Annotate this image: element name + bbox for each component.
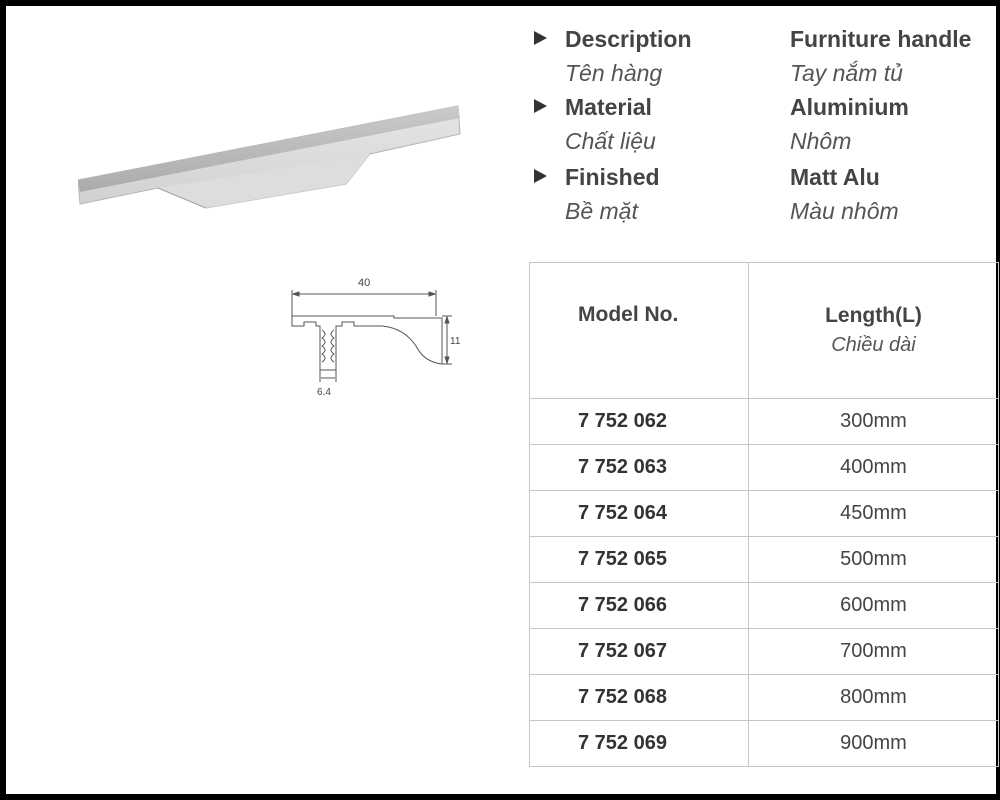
- spec-value: Matt Alu: [790, 164, 880, 190]
- length-cell: 800mm: [749, 675, 999, 721]
- length-cell: 500mm: [749, 537, 999, 583]
- spec-list: [534, 24, 994, 230]
- table-row: [530, 583, 999, 629]
- dimension-slot-label: 6.4: [317, 387, 331, 398]
- header-length-label-vi: Chiều dài: [831, 334, 916, 356]
- spec-row-finished: [534, 162, 994, 196]
- model-cell: 7 752 064: [530, 491, 749, 537]
- length-cell: 900mm: [749, 721, 999, 767]
- spec-row-description: [534, 24, 994, 58]
- spec-value-vi: Màu nhôm: [790, 198, 899, 224]
- model-cell: 7 752 067: [530, 629, 749, 675]
- header-length: [749, 263, 999, 399]
- spec-label-vi: Chất liệu: [565, 128, 656, 154]
- spec-value-vi: Tay nắm tủ: [790, 60, 903, 86]
- spec-value: Furniture handle: [790, 26, 972, 52]
- table-row: [530, 721, 999, 767]
- triangle-bullet-icon: [534, 31, 547, 45]
- dimension-height-label: 11: [450, 336, 461, 347]
- model-cell: 7 752 063: [530, 445, 749, 491]
- cross-section-drawing: [284, 270, 464, 405]
- table-header-row: [530, 263, 999, 399]
- model-cell: 7 752 069: [530, 721, 749, 767]
- spec-label: Material: [565, 94, 652, 120]
- triangle-bullet-icon: [534, 99, 547, 113]
- spec-label-vi: Tên hàng: [565, 60, 663, 86]
- model-cell: 7 752 062: [530, 399, 749, 445]
- spec-label: Finished: [565, 164, 660, 190]
- table-row: [530, 399, 999, 445]
- triangle-bullet-icon: [534, 169, 547, 183]
- dimension-width-label: 40: [358, 277, 371, 289]
- length-cell: 700mm: [749, 629, 999, 675]
- length-cell: 300mm: [749, 399, 999, 445]
- model-length-table: [529, 262, 999, 767]
- length-cell: 600mm: [749, 583, 999, 629]
- spec-value: Aluminium: [790, 94, 909, 120]
- table-row: [530, 629, 999, 675]
- model-cell: 7 752 066: [530, 583, 749, 629]
- model-cell: 7 752 068: [530, 675, 749, 721]
- handle-product-image: [78, 104, 468, 216]
- spec-label-vi: Bề mặt: [565, 198, 638, 224]
- spec-row-description-vi: [534, 58, 994, 92]
- header-model-no: Model No.: [530, 263, 749, 399]
- spec-row-material: [534, 92, 994, 126]
- table-row: [530, 537, 999, 583]
- spec-row-finished-vi: [534, 196, 994, 230]
- spec-value-vi: Nhôm: [790, 128, 852, 154]
- table-row: [530, 675, 999, 721]
- length-cell: 400mm: [749, 445, 999, 491]
- model-cell: 7 752 065: [530, 537, 749, 583]
- table-row: [530, 445, 999, 491]
- table-row: [530, 491, 999, 537]
- header-length-label: Length(L): [825, 304, 922, 327]
- length-cell: 450mm: [749, 491, 999, 537]
- spec-label: Description: [565, 26, 692, 52]
- spec-row-material-vi: [534, 126, 994, 160]
